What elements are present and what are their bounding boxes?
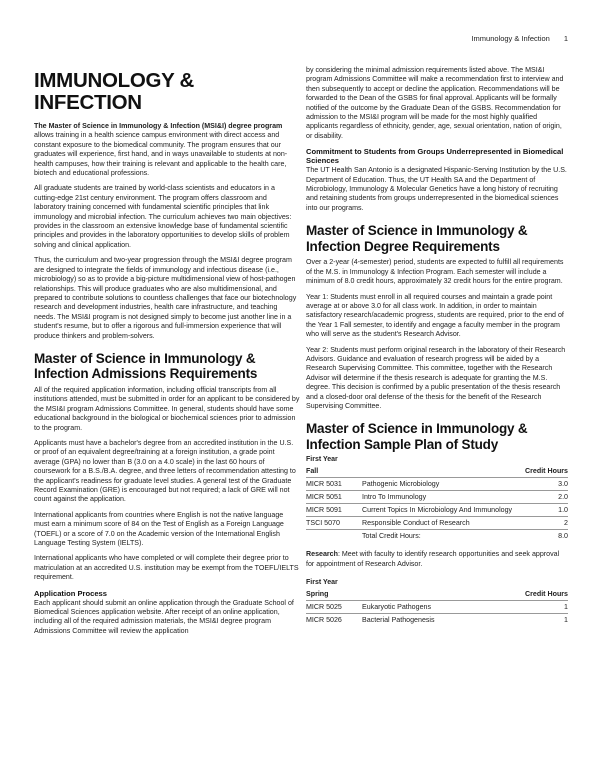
application-process-paragraph: Each applicant should submit an online application through the Graduate School of Biomedical Sciences application website. After receipt of an online application, including all of the required admission materials, the MSI&I degree program Admissions Committee will review the application [34, 598, 294, 635]
table-row [306, 517, 568, 530]
fall-course-table [306, 465, 568, 542]
table-row [306, 601, 568, 614]
total-label: Total Credit Hours: [362, 530, 522, 543]
research-note [306, 550, 568, 569]
admissions-paragraph-1: All of the required application information, including official transcripts from all institutions attended, must be submitted in order for an applicant to be considered by the MSI&I program Admissions Committee. In general, students should have some educational background in the biological or biochemical sciences prior to admission to the program. [34, 385, 300, 432]
plan-of-study-heading: Master of Science in Immunology & Infection Sample Plan of Study [306, 421, 528, 452]
term-name: Fall [306, 466, 319, 475]
degree-paragraph-1: Over a 2-year (4-semester) period, students are expected to fulfill all requirements of the M.S. in Immunology & Infection Program. Each semester will include a minimum of 8.0 credit hours, approximately 32 credit hours for the entire program. [306, 258, 564, 286]
commitment-heading: Commitment to Students from Groups Underrepresented in Biomedical Sciences [306, 147, 564, 166]
table-row [306, 504, 568, 517]
course-title: Current Topics In Microbiology And Immunology [362, 504, 522, 517]
course-code: MICR 5031 [306, 478, 362, 491]
year1-label: First Year [306, 456, 338, 464]
intro-paragraph-2: All graduate students are trained by world-class scientists and educators in a cutting-edge 21st century environment. The program offers classroom and laboratory training concerned with fundamental scientific principles that link immunology and microbial infection. The curriculum achieves two main objectives: provides in the classroom an extensive knowledge base of fundamental scientific principles and provides in the laboratory opportunities to develop skills of problem solving and clinical application. [34, 184, 292, 249]
course-credits: 3.0 [522, 478, 568, 491]
credit-hours-header: Credit Hours [525, 466, 568, 475]
application-process-heading: Application Process [34, 588, 108, 598]
course-title: Bacterial Pathogenesis [362, 614, 491, 627]
degree-paragraph-3: Year 2: Students must perform original research in the laboratory of their Research Advisors. Guidance and evaluation of research progress will be aided by a Research Supervising Committee. This committee, together with the Research Advisor will determine if the thesis research is adequate for granting the M.S. degree. This decision is confirmed by a public presentation of the thesis research and a closed-door oral defense of the thesis for the benefit of the Research Supervising Committee. [306, 345, 566, 410]
intro-paragraph-3: Thus, the curriculum and two-year progression through the MSI&I degree program are designed to integrate the fields of immunology and infectious disease (i.e., microbiology) so as to provide a big-picture multidimensional view of host-pathogen relationships. This will produce graduates who are also multidimensional, and prepared to contribute solutions to countless challenges that face our biotechnology research and development industries, health care infrastructure, and teaching needs. The MSI&I program is not designed simply to become just another line in a student's resume, but to offer a rigorous and full-immersion experience that will produce thinkers and problem-solvers. [34, 256, 297, 340]
course-credits: 1 [491, 614, 568, 627]
table-row [306, 478, 568, 491]
course-code: TSCI 5070 [306, 517, 362, 530]
course-title: Intro To Immunology [362, 491, 522, 504]
research-note-label: Research [306, 550, 338, 559]
admissions-heading: Master of Science in Immunology & Infection Admissions Requirements [34, 350, 258, 382]
table-header-row [306, 588, 568, 601]
course-code: MICR 5051 [306, 491, 362, 504]
table-row [306, 614, 568, 627]
course-credits: 2.0 [522, 491, 568, 504]
table-header-row [306, 465, 568, 478]
admissions-paragraph-3: International applicants from countries where English is not the native language must earn a minimum score of 84 on the Test of English as a Foreign Language (TOEFL) or a score of 7.0 on the Academic version of the International English Language Testing System (IELTS). [34, 510, 284, 548]
total-row [306, 530, 568, 543]
page-title: IMMUNOLOGY & INFECTION [34, 69, 195, 114]
admissions-paragraph-4: International applicants who have completed or will complete their degree prior to matriculation at an accredited U.S. institution may be exempt from the TOEFL/IELTS requirement. [34, 554, 299, 582]
term-name: Spring [306, 589, 329, 598]
degree-paragraph-2: Year 1: Students must enroll in all required courses and maintain a grade point average at or above 3.0 for all class work. In addition, in order to maintain satisfactory research/academic progress, students are required, prior to the end of the Year 1 Fall semester, to identify and engage a faculty member in the program who will serve as the student's Research Advisor. [306, 292, 564, 339]
total-credits: 8.0 [522, 530, 568, 543]
spring-year-label: First Year [306, 579, 338, 587]
table-row [306, 491, 568, 504]
spring-course-table [306, 588, 568, 626]
intro-p1-text: allows training in a health science campus environment with direct access and constant exposure to the biomedical community. The program ensures that our graduates will experience, first hand, and in ways unavailable to students at non-health campuses, how their training is relevant and applicable to the health care, biotech and educational professions. [34, 131, 288, 178]
course-code: MICR 5025 [306, 601, 362, 614]
course-title: Responsible Conduct of Research [362, 517, 522, 530]
credit-hours-header: Credit Hours [525, 589, 568, 598]
page-number: 1 [563, 34, 568, 43]
commitment-paragraph: The UT Health San Antonio is a designated Hispanic-Serving Institution by the U.S. Department of Education. Thus, the UT Health SA and the Department of Microbiology, Immunology & Molecular Genetics have a long history of recruiting and retaining students from groups underrepresented in the biomedical sciences into our programs. [306, 166, 567, 212]
running-title: Immunology & Infection [471, 34, 550, 43]
intro-bold-lead: The Master of Science in Immunology & Infection (MSI&I) degree program [34, 122, 283, 130]
research-note-text: : Meet with faculty to identify research opportunities and seek approval for appointment of Research Advisor. [306, 550, 560, 568]
right-column [306, 66, 568, 626]
running-header [471, 34, 568, 43]
application-process-continued: by considering the minimal admission requirements listed above. The MSI&I program Admissions Committee will make a recommendation first to interview and then subsequently to accept or decline the application. Recommendations will be forwarded to the Dean of the GSBS for final approval. Applicants will be formally notified of the outcome by the Graduate Dean of the GSBS. Recommendation for admission to the MSI&I program will be made for the most highly qualified applicants regardless of ethnicity, gender, age, sexual orientation, nation of origin, or disability. [306, 66, 564, 140]
degree-requirements-heading: Master of Science in Immunology & Infection Degree Requirements [306, 223, 528, 254]
admissions-paragraph-2: Applicants must have a bachelor's degree from an accredited institution in the U.S. or proof of an equivalent degree/training at a foreign institution, a grade point average (GPA) no lower than B (3.0 on a 4.0 scale) in the last 60 hours of coursework for a B.S./B.A. degree, and three letters of recommendation attesting to the applicant's readiness for graduate level studies. A general test of the Graduate Record Examination (GRE) is encouraged but not required; a lack of GRE will not count against the application. [34, 438, 296, 504]
course-code: MICR 5026 [306, 614, 362, 627]
course-title: Pathogenic Microbiology [362, 478, 522, 491]
course-code: MICR 5091 [306, 504, 362, 517]
course-credits: 1 [491, 601, 568, 614]
course-credits: 1.0 [522, 504, 568, 517]
left-column [34, 70, 300, 642]
course-title: Eukaryotic Pathogens [362, 601, 491, 614]
course-credits: 2 [522, 517, 568, 530]
intro-paragraph-1 [34, 122, 300, 178]
